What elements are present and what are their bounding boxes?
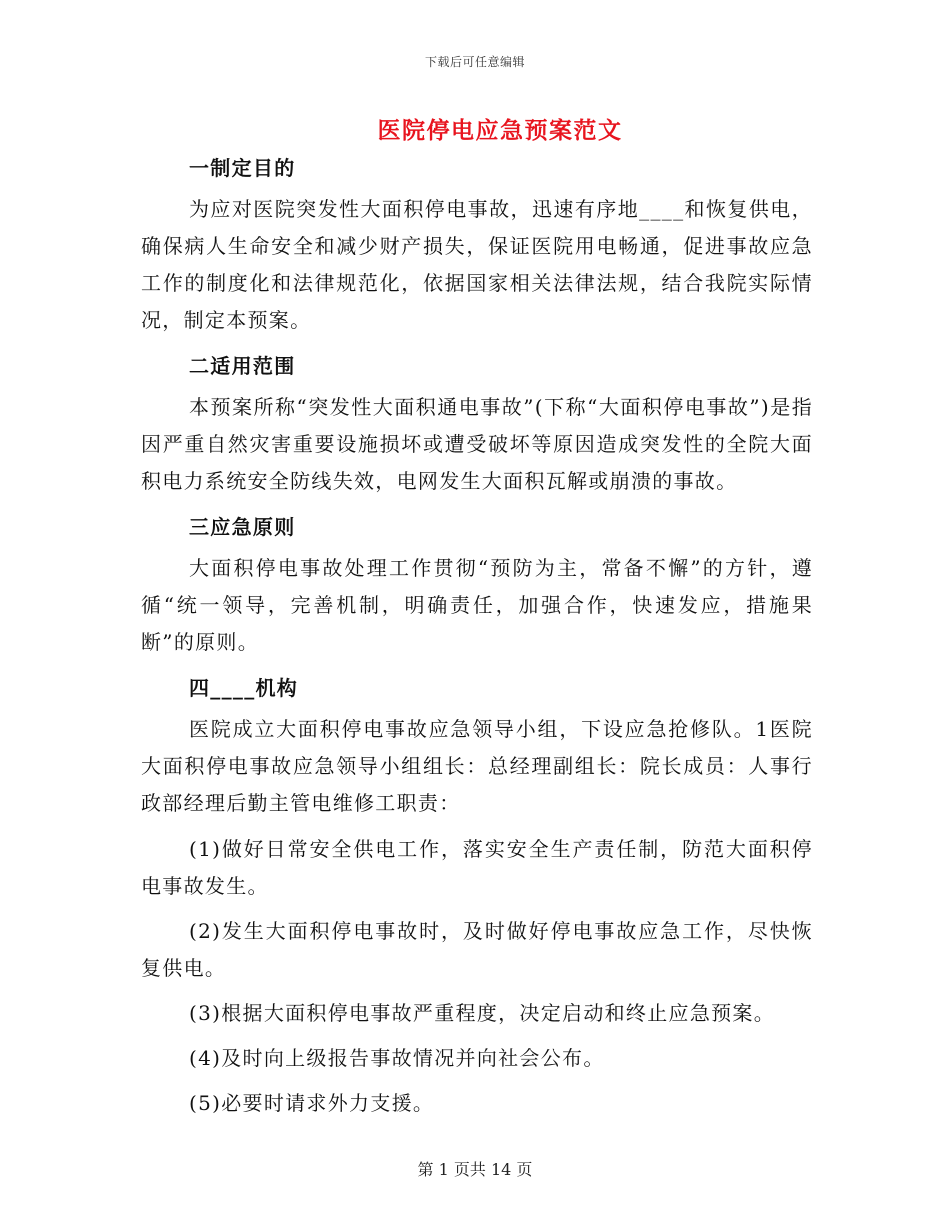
document-title: 医院停电应急预案范文	[377, 117, 623, 144]
list-item: (2)发生大面积停电事故时，及时做好停电事故应急工作，尽快恢复供电。	[141, 919, 813, 980]
list-item: (3)根据大面积停电事故严重程度，决定启动和终止应急预案。	[189, 1001, 776, 1025]
section-heading-purpose: 一制定目的	[189, 156, 296, 180]
list-item: (1)做好日常安全供电工作，落实安全生产责任制，防范大面积停电事故发生。	[141, 837, 813, 898]
section-paragraph: 本预案所称“突发性大面积通电事故”(下称“大面积停电事故”)是指因严重自然灾害重要设施损坏或遭受破坏等原因造成突发性的全院大面积电力系统安全防线失效，电网发生大面积瓦解或崩溃的事故。	[141, 395, 813, 493]
section-heading-organization: 四____机构	[189, 676, 299, 700]
header-note: 下载后可任意编辑	[424, 55, 525, 69]
list-item: (4)及时向上级报告事故情况并向社会公布。	[189, 1046, 605, 1070]
document-body	[141, 150, 813, 1130]
section-heading-principles: 三应急原则	[189, 515, 296, 539]
page-footer: 第 1 页共 14 页	[417, 1160, 533, 1179]
section-paragraph: 大面积停电事故处理工作贯彻“预防为主，常备不懈”的方针，遵循“统一领导，完善机制，明确责任，加强合作，快速发应，措施果断”的原则。	[141, 556, 813, 654]
section-paragraph: 为应对医院突发性大面积停电事故，迅速有序地____和恢复供电，确保病人生命安全和减少财产损失，保证医院用电畅通，促进事故应急工作的制度化和法律规范化，依据国家相关法律法规，结合我院实际情况，制定本预案。	[141, 197, 813, 332]
list-item: (5)必要时请求外力支援。	[189, 1091, 435, 1115]
section-heading-scope: 二适用范围	[189, 354, 296, 378]
section-paragraph: 医院成立大面积停电事故应急领导小组，下设应急抢修队。1医院大面积停电事故应急领导小组组长：总经理副组长：院长成员：人事行政部经理后勤主管电维修工职责：	[141, 717, 813, 815]
